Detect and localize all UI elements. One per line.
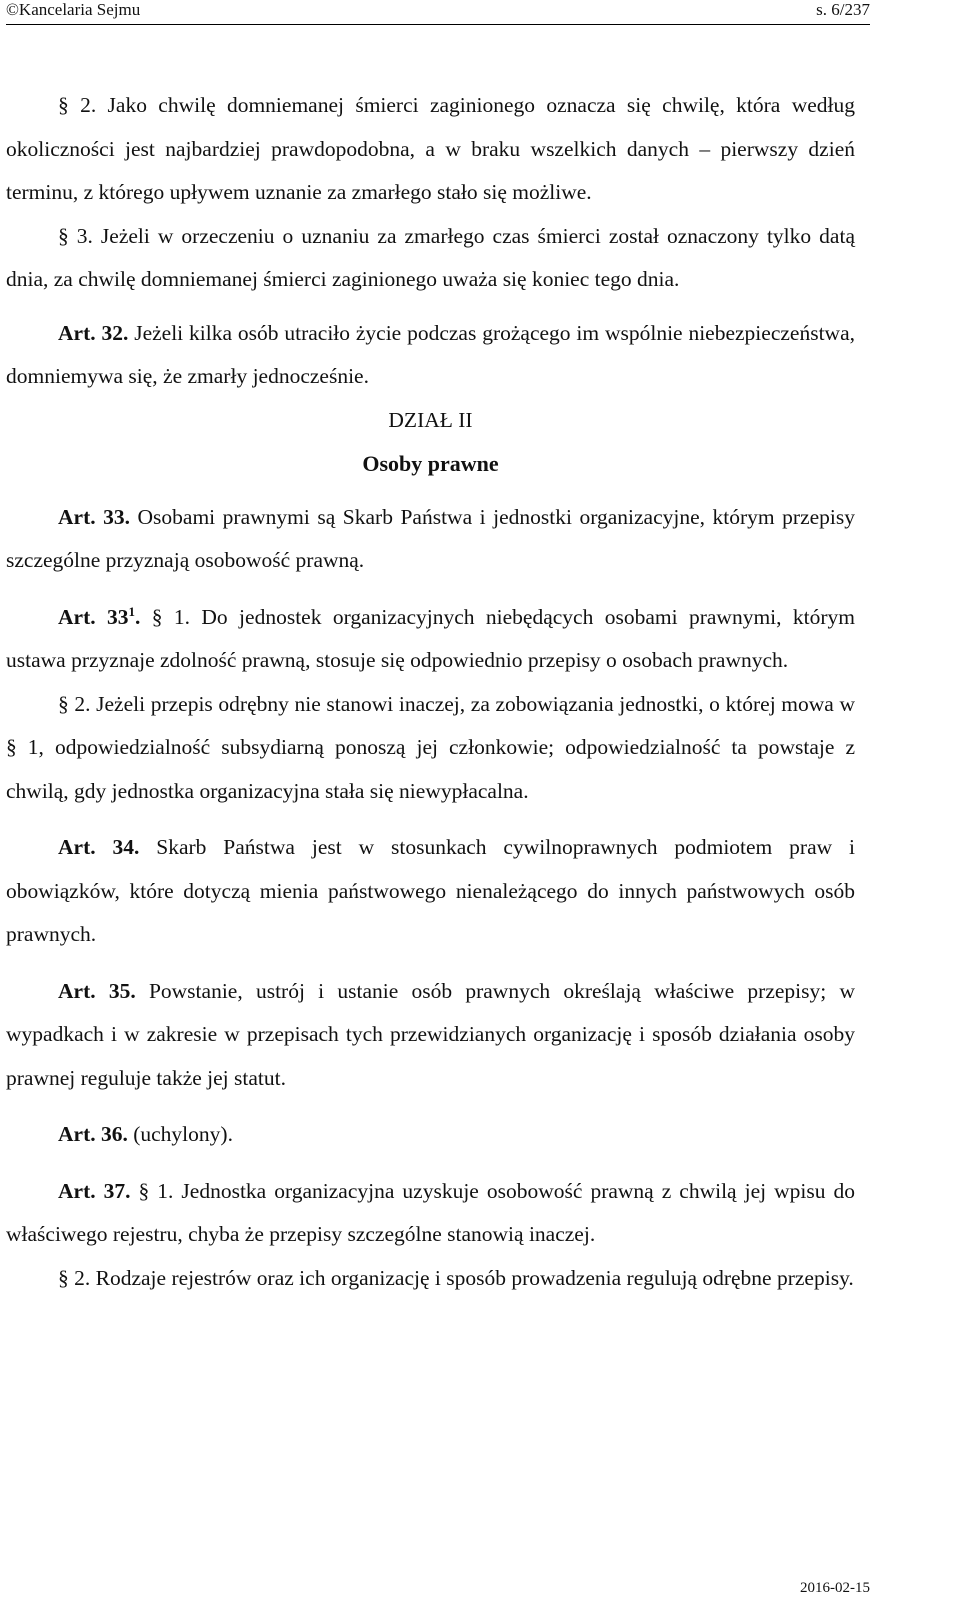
document-body (6, 84, 855, 1300)
art37-par2: § 2. Rodzaje rejestrów oraz ich organizację i sposób prowadzenia regulują odrębne przepisy. (58, 1265, 854, 1290)
art34 (6, 826, 855, 957)
art33-1-par2: § 2. Jeżeli przepis odrębny nie stanowi inaczej, za zobowiązania jednostki, o której mowa w § 1, odpowiedzialność subsydiarną ponoszą jej członkowie; odpowiedzialność ta powstaje z chwilą, gdy jednostka organizacyjna stała się niewypłacalna. (6, 691, 855, 803)
art33 (6, 496, 855, 583)
art35 (6, 970, 855, 1101)
art35-label: Art. 35. (58, 978, 136, 1003)
art33-1-label-end: . (135, 604, 141, 629)
art33-text: Osobami prawnymi są Skarb Państwa i jednostki organizacyjne, którym przepisy szczególne przyznają osobowość prawną. (6, 504, 855, 572)
art33-1-par1-text: § 1. Do jednostek organizacyjnych niebędących osobami prawnymi, którym ustawa przyznaje zdolność prawną, stosuje się odpowiednio przepisy o osobach prawnych. (6, 604, 856, 672)
art34-text: Skarb Państwa jest w stosunkach cywilnoprawnych podmiotem praw i obowiązków, które dotyczą mienia państwowego nienależącego do innych państwowych osób prawnych. (6, 835, 856, 946)
art33-1-superscript: 1 (128, 603, 135, 619)
art32 (6, 312, 855, 399)
art33-label: Art. 33. (58, 504, 130, 529)
art37-label: Art. 37. (58, 1178, 131, 1203)
page-footer-date: 2016-02-15 (800, 1580, 870, 1596)
header-publisher: ©Kancelaria Sejmu (6, 0, 141, 19)
art33-1-label (58, 605, 140, 629)
art35-text: Powstanie, ustrój i ustanie osób prawnych określają właściwe przepisy; w wypadkach i w zakresie w przepisach tych przewidzianych organizację i sposób działania osoby prawnej reguluje także jej statut. (6, 978, 855, 1090)
art36-label: Art. 36. (58, 1122, 128, 1146)
art33-1-label-text: Art. 33 (58, 604, 129, 629)
art33-1-par1 (6, 596, 855, 683)
page-header (6, 0, 870, 25)
art32-text: Jeżeli kilka osób utraciło życie podczas grożącego im wspólnie niebezpieczeństwa, domniemywa się, że zmarły jednocześnie. (6, 320, 855, 388)
art31-par3: § 3. Jeżeli w orzeczeniu o uznaniu za zmarłego czas śmierci został oznaczony tylko datą dnia, za chwilę domniemanej śmierci zaginionego uważa się koniec tego dnia. (6, 223, 855, 291)
art34-label: Art. 34. (58, 835, 140, 859)
art36-text: (uchylony). (127, 1122, 233, 1146)
art32-label: Art. 32. (58, 320, 129, 345)
art37-par1-text: § 1. Jednostka organizacyjna uzyskuje osobowość prawną z chwilą jej wpisu do właściwego rejestru, chyba że przepisy szczególne stanowią inaczej. (6, 1178, 855, 1246)
division-title: Osoby prawne (362, 451, 499, 476)
art37-par1 (6, 1170, 855, 1257)
division-number: DZIAŁ II (388, 407, 473, 432)
art31-par2: § 2. Jako chwilę domniemanej śmierci zaginionego oznacza się chwilę, która według okoliczności jest najbardziej prawdopodobna, a w braku wszelkich danych – pierwszy dzień terminu, z którego upływem uznanie za zmarłego stało się możliwe. (6, 93, 855, 204)
art36 (6, 1113, 855, 1157)
header-page-number: s. 6/237 (816, 0, 870, 19)
